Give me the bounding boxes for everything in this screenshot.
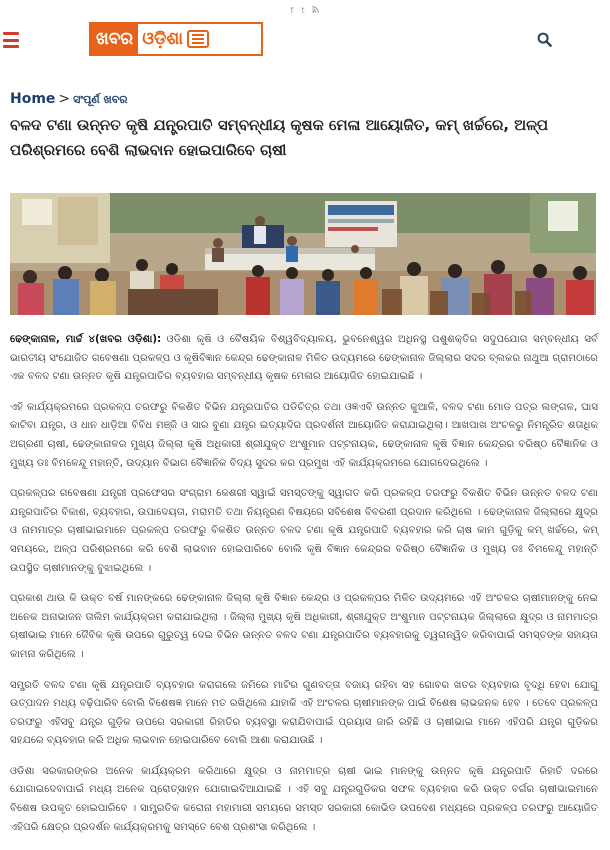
rss-icon[interactable] — [312, 6, 319, 15]
breadcrumb-separator: > — [58, 91, 71, 107]
article-photo — [10, 193, 596, 315]
logo-text-right: ଓଡ଼ିଶା — [138, 24, 261, 54]
article-paragraph: ସମ୍ପ୍ରତି ବଳଦ ଟଣା କୃଷି ଯନ୍ତ୍ରପାତି ବ୍ୟବହାର କରାଗଲେ ଜମିରେ ମାଟିର ଗୁଣବତ୍ତା ବଜାୟ ରହିବା ସହ ଗୋବର ଖତର ବ୍ୟବହାର ବୃଦ୍ଧି ହେବା ଯୋଗୁ ଉତ୍ପାଦନ ମଧ୍ୟ ବଢ଼ିପାରିବ ବୋଲି ବିଶେଷଜ୍ଞ ମାନେ ମତ ରଖିଥିଲେ ଯାହାକି ଏହି ଅଂଚଳର ଚାଷୀମାନଙ୍କ ପାଇଁ ବିଶେଷ ଲାଭଜନକ ହେବ । ତେବେ ପ୍ରକଳ୍ପ ତରଫରୁ ଏହିସବୁ ଯନ୍ତ୍ର ଗୁଡ଼ିକ ଉପରେ ସରକାରୀ ରିହାତିର ବ୍ୟବସ୍ଥା କରାଯିବାପାଇଁ ପ୍ରୟାସ ଜାରି ରହିଛି ଓ ଚାଷୀଭାଇ ମାନେ ଏହିପରି ଯନ୍ତ୍ର ଗୁଡ଼ିକର ସହଯରେ ବ୍ୟବହାର କରି ଅଧିକ ଲାଭବାନ ହୋଇପାରିବେ ବୋଲି ଆଶା କରାଯାଉଛି । — [10, 679, 598, 747]
social-links — [0, 0, 610, 18]
paragraph-text: ଓଡିଶା କୃଷି ଓ ବୈଷୟିକ ବିଶ୍ୱବିଦ୍ୟାଳୟ, ଭୁବନେଶ୍ୱର ଅଧିନସ୍ଥ ପଶୁଶକ୍ତିର ସଦୁପଯୋଗ ସମ୍ବନ୍ଧୀୟ ସର୍ବ ଭାରତୀୟ ସଂଯୋଜିତ ଗବେଷଣା ପ୍ରକଳ୍ପ ଓ କୃଷିବିଜ୍ଞାନ କେନ୍ଦ୍ର ଢେଙ୍କାନାଳ ମିଳିତ ଉଦ୍ୟମରେ ଢେଙ୍କାନାଳ ଜିଲ୍ଲାର ସଦର ବ୍ଲକର ନାଥୁଆ ଗ୍ରାମଠାରେ ଏକ ବଳଦ ଟଣା ଉନ୍ନତ କୃଷି ଯନ୍ତ୍ରପାତିର ବ୍ୟବହାର ସମ୍ବନ୍ଧୀୟ କୃଷକ ମେଳାର ଆୟୋଜିତ ହୋଇଯାଇଛି । — [10, 334, 599, 383]
breadcrumb — [10, 91, 128, 107]
article-paragraph: ଓଡିଶା ସରକାରଙ୍କର ଅନେକ କାର୍ଯ୍ୟକ୍ରମ କରିଥାରେ କ୍ଷୁଦ୍ର ଓ ନାମମାତ୍ର ଚାଷୀ ଭାଇ ମାନଙ୍କୁ ଉନ୍ନତ କୃଷି ଯନ୍ତ୍ରପାତି ରିହାତି ଦରରେ ଯୋଗାଇଦେବାପାଇଁ ମଧ୍ୟ ଅନେକ ପ୍ରୋତ୍ସାହନ ଯୋଗାଇଦିଆଯାଇଛି । ଏହି ସବୁ ଯନ୍ତ୍ରଗୁଡିକର ସଫଳ ବ୍ୟବହାର କରି ଉକ୍ତ ବର୍ଗର ଚାଷୀଭାଇମାନେ ବିଶେଷ ଉପକୃତ ହୋଇପାରିବେ । ସାମ୍ପ୍ରତିକ କରୋନା ମହାମାରୀ ସମୟରେ ସମସ୍ତ ସରକାରୀ କୋଭିଡ ଉପଦେଶ ମଧ୍ୟରେ ପ୍ରକଳ୍ପ ତରଫରୁ ଆୟୋଜିତ ଏହିପରି କ୍ଷେତ୍ର ପ୍ରଦର୍ଶନ କାର୍ଯ୍ୟକ୍ରମକୁ ସମସ୍ତେ ବେଶ ପ୍ରଶଂସା କରିଥିଲେ । — [10, 765, 598, 833]
article-paragraph: ପ୍ରକାଶ ଥାଉ କି ଉକ୍ତ ବର୍ଷ ମାନଙ୍କରେ ଢେଙ୍କାନାଳ ଜିଲ୍ଲା କୃଷି ବିଜ୍ଞାନ କେନ୍ଦ୍ର ଓ ପ୍ରକଳ୍ପର ମିଳିତ ଉଦ୍ୟମରେ ଏହି ଅଂଚଳର ଚାଷୀମାନଙ୍କୁ ନେଇ ଅନେକ ଅନାଭାଜନ ତାଲିମ କାର୍ଯ୍ୟକ୍ରମ କରାଯାଇଥିଲା । ଜିଲ୍ଲା ମୁଖ୍ୟ କୃଷି ଅଧିକାରୀ, ଶ୍ରୀଯୁକ୍ତ ଅଂଶୁମାନ ପଟ୍ଟନାୟକ ଜିଲ୍ଲାରେ କ୍ଷୁଦ୍ର ଓ ନାମମାତ୍ର ଚାଷୀଭାଇ ମାନେ ଜୈବିକ କୃଷି ଉପରେ ଗୁରୁତ୍ୱ ଦେଇ ବିଭିନ ଉନ୍ନତ ବଳଦ ଟଣା ଯନ୍ତ୍ରପାତିର ବ୍ୟବହାରକୁ ତ୍ୱରାନ୍ୱିତ କରିବାପାଇଁ ସମସ୍ତଙ୍କ ସହାୟତା କାମନା କରିଥିଲେ । — [10, 593, 598, 660]
article-dateline: ଢେଙ୍କାନାଳ, ମାର୍ଚ୍ଚ ୪(ଖବର ଓଡ଼ିଶା): — [10, 334, 162, 345]
facebook-icon[interactable]: f — [290, 5, 294, 15]
hamburger-icon[interactable] — [3, 32, 19, 48]
search-icon[interactable] — [537, 32, 552, 51]
chat-bubble-icon — [187, 30, 209, 48]
logo-text-left: ଖବର — [91, 24, 138, 54]
article-paragraph — [10, 331, 598, 387]
article-title: ବଳଦ ଟଣା ଉନ୍ନତ କୃଷି ଯନ୍ତ୍ରପାତି ସମ୍ବନ୍ଧୀୟ କୃଷକ ମେଳା ଆୟୋଜିତ, କମ୍ ଖର୍ଚ୍ଚରେ, ଅଳ୍ପ ପରିଶ୍ରମରେ ବେଶି ଲାଭବାନ ହୋଇପାରିବେ ଚାଷୀ — [10, 116, 549, 159]
site-logo[interactable] — [89, 22, 263, 56]
breadcrumb-category-link[interactable]: ସଂପୂର୍ଣ ଖବର — [73, 93, 128, 106]
breadcrumb-home-link[interactable]: Home — [10, 91, 56, 107]
site-header — [0, 18, 610, 70]
twitter-icon[interactable]: t — [301, 5, 305, 15]
article-paragraph: ପ୍ରକଳ୍ପର ଗବେଷଣା ଯନ୍ତ୍ରୀ ପ୍ରଫେସର ସଂଗ୍ରାମ କେଶରୀ ସ୍ୱାଇଁ ସମସ୍ତଙ୍କୁ ସ୍ୱାଗତ କରି ପ୍ରକଳ୍ପ ତରଫରୁ ବିକଶିତ ବିଭିନ ଉନ୍ନତ ବଳଦ ଟଣା ଯନ୍ତ୍ରପାତିର ବିକାଶ, ବ୍ୟବହାର, ଉପାଦେୟତା, ମରାମତି ତଥା ନିୟନ୍ତ୍ରଣ ବିଷୟରେ ସବିଶେଷ ବିବରଣୀ ପ୍ରଦାନ କରିଥିଲେ । ଢେଙ୍କାନାଳ ଜିଲ୍ଲାରେ କ୍ଷୁଦ୍ର ଓ ନାମମାତ୍ର ଚାଷୀଭାଇମାନେ ପ୍ରକଳ୍ପ ତରଫରୁ ବିକଶିତ ଉନ୍ନତ ବଳଦ ଟଣା କୃଷି ଯନ୍ତ୍ରପାତି ବ୍ୟବହାର କରି ଚାଷ କାମ ଗୁଡ଼ିକୁ କମ୍ ଖର୍ଚ୍ଚରେ, କମ୍ ସମୟରେ, ଅଳ୍ପ ପରିଶ୍ରମରେ କରି ବେଶି ଲାଭବାନ ହୋଇପାରିବେ ବୋଲି କୃଷି ବିଜ୍ଞାନ କେନ୍ଦ୍ରର ବରିଷ୍ଠ ବୈଜ୍ଞାନିକ ଓ ମୁଖ୍ୟ ଡଃ ବିମଳେନ୍ଦୁ ମହାନ୍ତି ଉପସ୍ଥିତ ଚାଷୀମାନଙ୍କୁ ବୁଝାଇଥିଲେ । — [10, 488, 598, 574]
article-body — [10, 331, 598, 849]
article-paragraph: ଏହି କାର୍ଯ୍ୟକ୍ରମରେ ପ୍ରକଳ୍ପ ତରଫରୁ ବିକଶିତ ବିଭିନ ଯନ୍ତ୍ରପାତିର ପଡିଚିତ୍ର ତଥା ଓଜ୍ଞଏବି ଉନ୍ନତ କୁଆଳି, ବଳଦ ଟଣା ମୋଡ ପତ୍ର ଲଙ୍ଗଳ, ଘାସ କାଟିବା ଯନ୍ତ୍ର, ଓ ଧାନ ଧାଡ଼ିଆ ବିବିଧ ମଞ୍ଜି ଓ ସାର ବୁଣା ଯନ୍ତ୍ର ଇତ୍ୟାଦିର ପ୍ରଦର୍ଶନୀ ଆୟୋଜିତ କରାଯାଇଥିଲା। ଆଖପାଖ ଅଂଚଳରୁ ନିମନ୍ତ୍ରିତ ଶତାଧିକ ଅଗ୍ରଣୀ ଚାଷୀ, ଢେଙ୍କାନାଳର ମୁଖ୍ୟ ଜିଲ୍ଲା କୃଷି ଅଧିକାରୀ ଶ୍ରୀଯୁକ୍ତ ଅଂଶୁମାନ ପଟ୍ଟନାୟକ, ଢେଙ୍କାନାଳ କୃଷି ବିଜ୍ଞାନ କେନ୍ଦ୍ରର ବରିଷ୍ଠ ବୈଜ୍ଞାନିକ ଓ ମୁଖ୍ୟ ଡଃ ବିମଳେନ୍ଦୁ ମହାନ୍ତି, ଉଦ୍ୟାନ ବିଭାଗ ବୈଜ୍ଞାନିକ ବିଦ୍ୟ ସୁଦର କର ପ୍ରମୁଖ ଏହି କାର୍ଯ୍ୟକ୍ରମରେ ଯୋଗଦେଇଥିଲେ । — [10, 401, 598, 469]
